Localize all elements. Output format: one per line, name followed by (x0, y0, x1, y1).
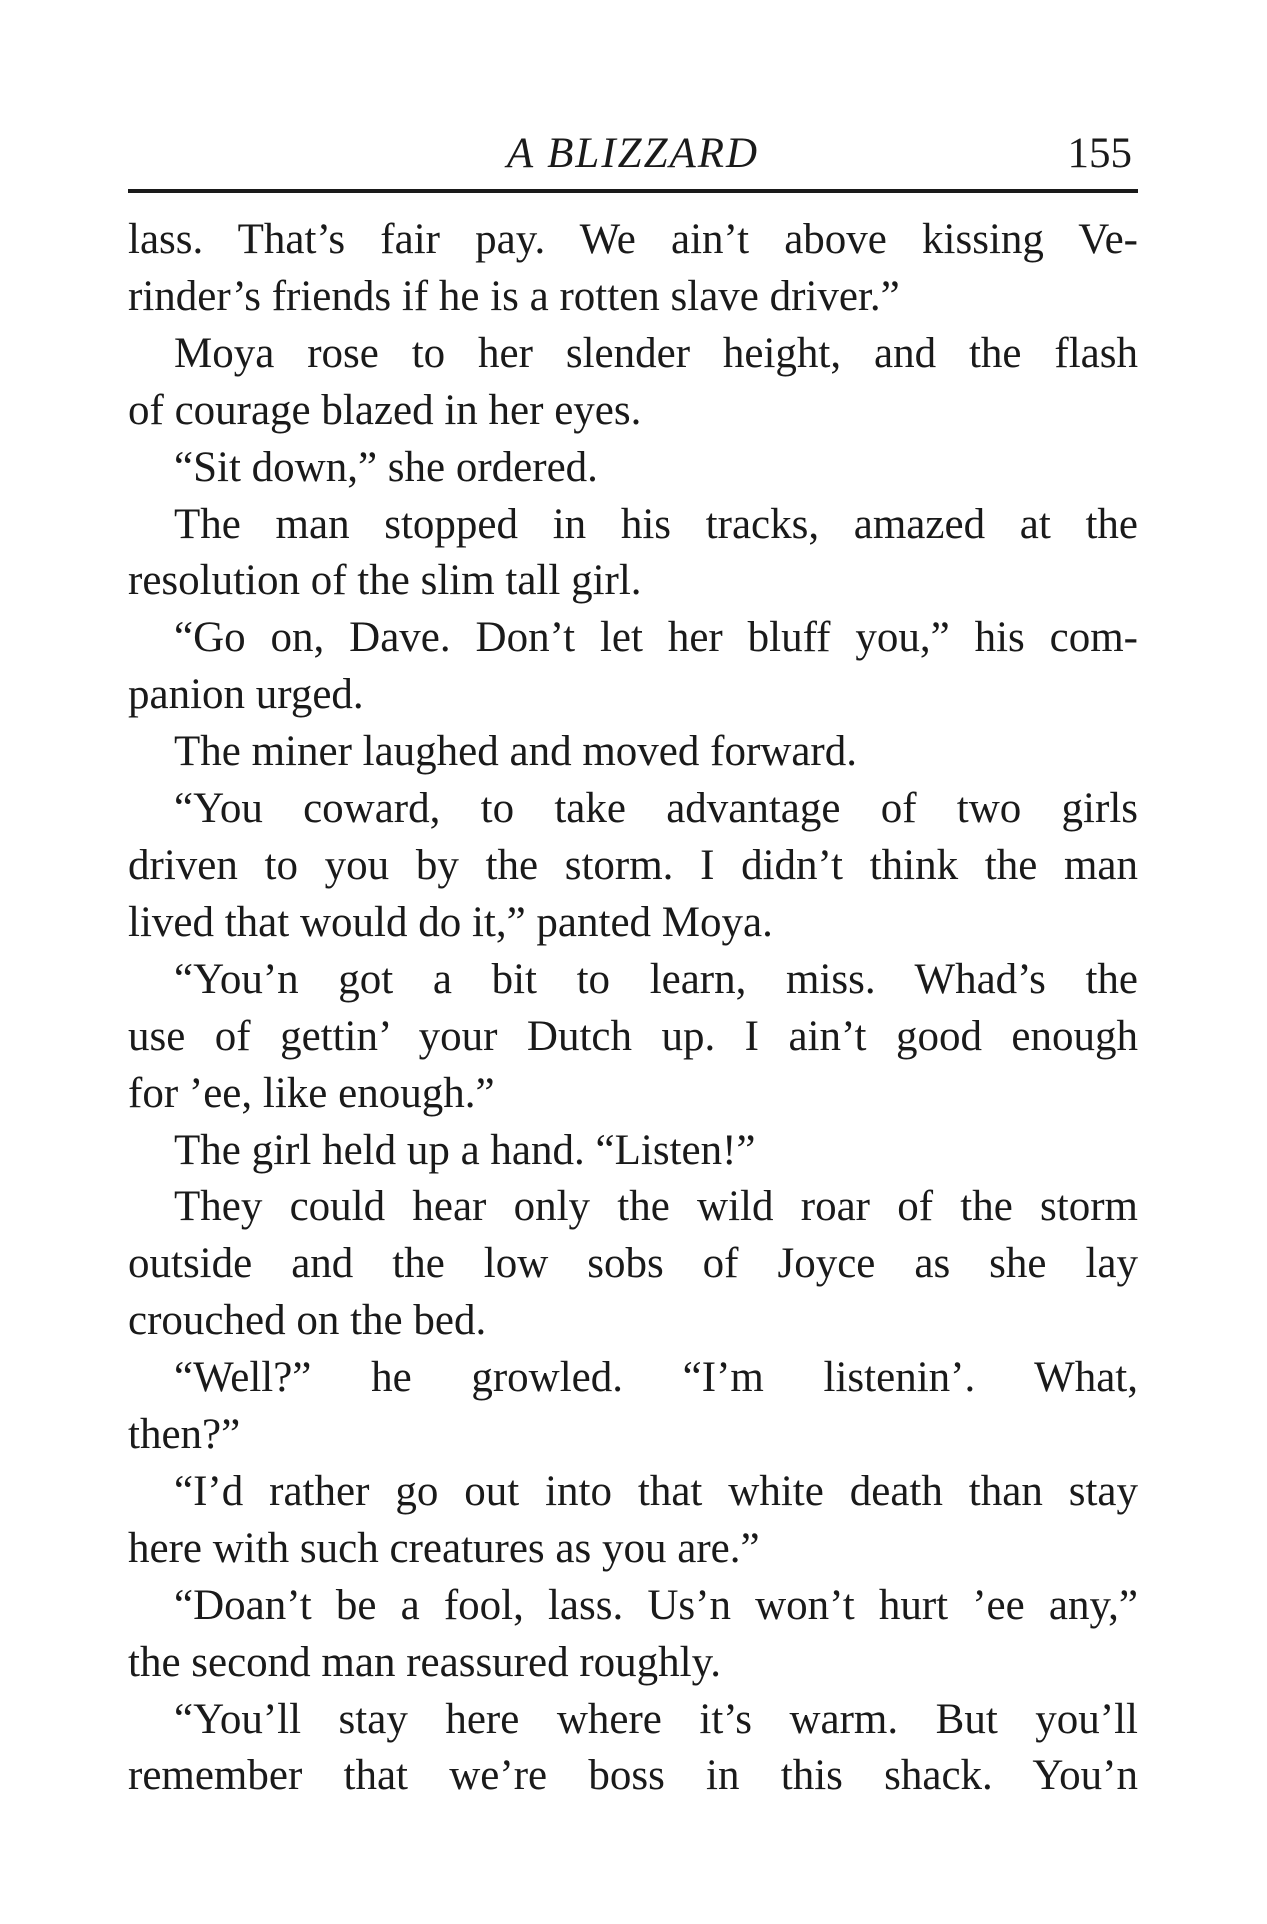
paragraph (128, 326, 1138, 440)
text-line: crouched on the bed. (128, 1297, 487, 1345)
text-line: “Go on, Dave. Don’t let her bluff you,” his com- (174, 614, 1138, 662)
body-text (128, 212, 1138, 1805)
paragraph (128, 1179, 1138, 1350)
paragraph (128, 1578, 1138, 1692)
text-line: then?” (128, 1411, 241, 1459)
text-line: “You coward, to take advantage of two girls (174, 785, 1138, 833)
text-line: here with such creatures as you are.” (128, 1524, 760, 1572)
paragraph (128, 497, 1138, 611)
text-line: for ’ee, like enough.” (128, 1069, 495, 1117)
text-line: lass. That’s fair pay. We ain’t above kissing Ve- (128, 216, 1138, 263)
paragraph (128, 610, 1138, 724)
header-rule (128, 189, 1138, 193)
text-line: “Doan’t be a fool, lass. Us’n won’t hurt ’ee any,” (174, 1581, 1138, 1629)
running-head (128, 124, 1138, 184)
paragraph (128, 1123, 1138, 1180)
paragraph (128, 440, 1138, 497)
text-line: “I’d rather go out into that white death than stay (174, 1467, 1138, 1515)
text-line: “You’n got a bit to learn, miss. Whad’s the (174, 955, 1138, 1003)
text-line: resolution of the slim tall girl. (128, 557, 642, 605)
text-line: panion urged. (128, 671, 364, 719)
text-line: “You’ll stay here where it’s warm. But you’ll (174, 1695, 1138, 1743)
text-line: rinder’s friends if he is a rotten slave driver.” (128, 272, 900, 320)
paragraph (128, 952, 1138, 1123)
text-line: Moya rose to her slender height, and the flash (174, 329, 1138, 377)
text-line: remember that we’re boss in this shack. You’n (128, 1752, 1138, 1800)
paragraph (128, 1692, 1138, 1806)
text-line: outside and the low sobs of Joyce as she lay (128, 1240, 1138, 1288)
text-line: The man stopped in his tracks, amazed at the (174, 500, 1138, 548)
text-line: “Sit down,” she ordered. (174, 443, 598, 491)
chapter-title: A BLIZZARD (506, 130, 760, 177)
text-line: the second man reassured roughly. (128, 1638, 722, 1686)
paragraph (128, 212, 1138, 326)
page-number: 155 (1067, 130, 1132, 177)
text-line: lived that would do it,” panted Moya. (128, 898, 773, 946)
text-line: of courage blazed in her eyes. (128, 386, 642, 434)
text-line: use of gettin’ your Dutch up. I ain’t good enough (128, 1012, 1138, 1060)
paragraph (128, 1464, 1138, 1578)
text-line: They could hear only the wild roar of the storm (174, 1183, 1138, 1231)
paragraph (128, 781, 1138, 952)
text-line: driven to you by the storm. I didn’t think the man (128, 841, 1138, 889)
paragraph (128, 1350, 1138, 1464)
text-line: The miner laughed and moved forward. (174, 728, 857, 776)
text-line: “Well?” he growled. “I’m listenin’. What, (174, 1354, 1138, 1402)
text-line: The girl held up a hand. “Listen!” (174, 1126, 756, 1174)
paragraph (128, 724, 1138, 781)
